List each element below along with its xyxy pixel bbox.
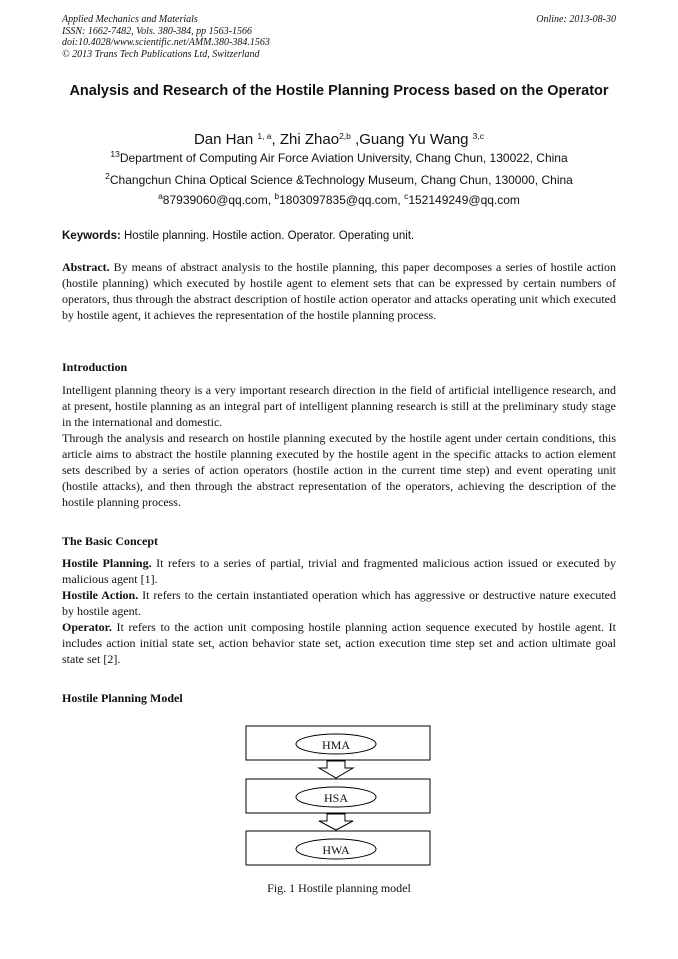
node-label-hsa: HSA [323,791,348,805]
author-sup: 3,c [472,131,485,141]
keywords-label: Keywords: [62,230,121,242]
author-name: Dan Han [193,131,258,148]
affiliation-sup: 13 [110,149,120,159]
issn-line: ISSN: 1662-7482, Vols. 380-384, pp 1563-1566 [62,25,252,37]
intro-paragraph-1: Intelligent planning theory is a very important research direction in the field of artificial intelligence research, and at present, hostile planning as an integral part of intelligent planning research is still at the preliminary study stage in the international and domestic. [62,383,616,429]
author-name: Guang Yu Wang [359,131,473,148]
arrow-down-icon [319,814,353,830]
email-list [62,193,616,208]
doi-line: doi:10.4028/www.scientific.net/AMM.380-384.1563 [62,37,270,48]
section-heading-introduction: Introduction [62,360,128,374]
email-link[interactable]: 1803097835@qq.com, [279,193,405,207]
definition-text: It refers to a series of partial, trivial and fragmented malicious action issued or executed by malicious agent [1]. [62,556,616,586]
email-sup: c [404,191,409,201]
email-link[interactable]: 152149249@qq.com [408,193,520,207]
affiliation-sup: 2 [105,171,110,181]
email-sup: a [158,191,163,201]
author-sup: 1, a [257,131,272,141]
definition-hostile-planning [62,555,616,587]
definition-term: Operator. [62,620,112,634]
affiliation-text: Changchun China Optical Science &Technology Museum, Chang Chun, 130000, China [109,173,573,187]
node-label-hma: HMA [321,738,350,752]
section-heading-model: Hostile Planning Model [62,691,183,705]
journal-name: Applied Mechanics and Materials [62,14,198,25]
author-name: Zhi Zhao [279,131,340,148]
journal-header [62,14,616,60]
author-sep: , [350,131,360,148]
affiliation [62,151,616,166]
definition-text: It refers to the action unit composing hostile planning action sequence executed by hostile agent. It includes action initial state set, action behavior state set, action execution time step set and action ultimate goal state set [2]. [62,620,616,666]
section-heading-basic-concept: The Basic Concept [62,534,158,548]
author-list [62,130,616,150]
hostile-planning-figure [245,725,433,870]
definition-term: Hostile Action. [62,588,139,602]
copyright-line: © 2013 Trans Tech Publications Ltd, Switzerland [62,48,260,60]
author-sup: 2,b [339,131,351,141]
abstract [62,259,616,323]
abstract-label: Abstract. [62,260,110,274]
paper-title: Analysis and Research of the Hostile Planning Process based on the Operator [69,83,609,99]
online-date: Online: 2013-08-30 [536,14,616,25]
keywords-text: Hostile planning. Hostile action. Operator. Operating unit. [120,230,415,242]
affiliation-text: Department of Computing Air Force Aviation University, Chang Chun, 130022, China [119,151,568,165]
node-label-hwa: HWA [322,843,350,857]
figure-caption: Fig. 1 Hostile planning model [267,881,411,895]
definition-text: It refers to the certain instantiated operation which has aggressive or destructive nature executed by hostile agent. [62,588,616,618]
definition-operator [62,619,616,667]
email-sup: b [274,191,280,201]
author-sep: , [271,131,280,148]
intro-paragraph-2: Through the analysis and research on hostile planning executed by the hostile agent under certain conditions, this article aims to abstract the hostile planning executed by the hostile agent in the specific attacks to action element sets described by a series of action operators (hostile action in the current time step) and event operating unit (hostile attacks), and then through the abstract representation of the operators, achieving the description of the hostile planning process. [62,431,616,509]
arrow-down-icon [319,761,353,778]
definition-hostile-action [62,587,616,619]
abstract-text: By means of abstract analysis to the hostile planning, this paper decomposes a series of hostile action (hostile planning) which executed by hostile agent to element sets that can be expressed by certain numbers of operators, thus through the abstract description of hostile action operator and attacks operating unit which executed by hostile agent, it achieves the representation of the hostile planning process. [62,260,616,322]
definition-term: Hostile Planning. [62,556,152,570]
email-link[interactable]: 87939060@qq.com, [162,193,275,207]
affiliation [62,173,616,188]
keywords [62,229,616,244]
